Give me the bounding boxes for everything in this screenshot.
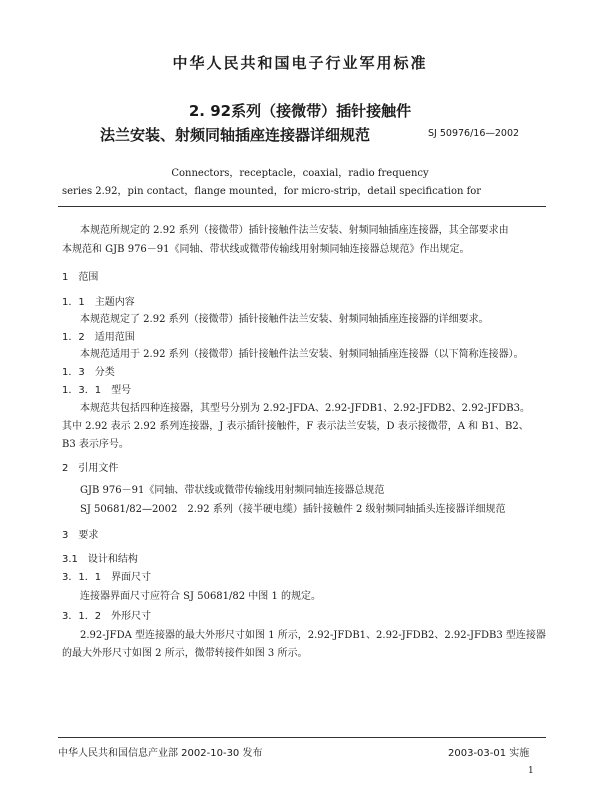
standard-title: 中华人民共和国电子行业军用标准 bbox=[172, 54, 428, 72]
section-1-2-text: 本规范适用于 2.92 系列（接微带）插针接触件法兰安装、射频同轴插座连接器（以下简称连接器）。 bbox=[80, 349, 524, 360]
section-3-1-2-text2: 的最大外形尺寸如图 2 所示，微带转接件如图 3 所示。 bbox=[62, 648, 308, 659]
section-3-1-1-title: 3．1．1 界面尺寸 bbox=[62, 572, 152, 583]
section-3-title: 3 要求 bbox=[62, 530, 99, 541]
english-title-line1: Connectors，receptacle，coaxial，radio frequency bbox=[171, 168, 429, 179]
standard-code: SJ 50976/16—2002 bbox=[428, 128, 520, 139]
section-3-1-2-title: 3．1．2 外形尺寸 bbox=[62, 611, 152, 622]
reference-sj50681: SJ 50681/82—2002 2.92 系列（接半硬电缆）插针接触件 2 级射频同轴插头连接器详细规范 bbox=[80, 504, 506, 515]
section-1-3-title: 1．3 分类 bbox=[62, 367, 115, 378]
effective-date: 2003-03-01 实施 bbox=[448, 748, 530, 759]
section-3-1-1-text: 连接器界面尺寸应符合 SJ 50681/82 中图 1 的规定。 bbox=[80, 591, 322, 602]
section-1-1-title: 1．1 主题内容 bbox=[62, 297, 135, 308]
issue-date: 中华人民共和国信息产业部 2002-10-30 发布 bbox=[58, 748, 263, 759]
section-1-1-text: 本规范规定了 2.92 系列（接微带）插针接触件法兰安装、射频同轴插座连接器的详细要求。 bbox=[80, 314, 489, 325]
footer-divider bbox=[58, 737, 546, 738]
section-1-3-1-text3: B3 表示序号。 bbox=[62, 439, 129, 450]
section-3-1-title: 3.1 设计和结构 bbox=[62, 554, 138, 565]
section-1-3-1-text1: 本规范共包括四种连接器，其型号分别为 2.92-JFDA、2.92-JFDB1、2.92-JFDB2、2.92-JFDB3。 bbox=[80, 403, 530, 414]
header-divider bbox=[58, 206, 546, 207]
document-title-line1: 2. 92系列（接微带）插针接触件 bbox=[188, 102, 412, 120]
section-1-2-title: 1．2 适用范围 bbox=[62, 332, 135, 343]
page-number: 1 bbox=[528, 766, 534, 776]
section-1-3-1-title: 1．3．1 型号 bbox=[62, 385, 132, 396]
english-title-line2: series 2.92，pin contact，flange mounted，for micro-strip，detail specification for bbox=[62, 186, 482, 197]
section-2-title: 2 引用文件 bbox=[62, 463, 119, 474]
intro-line2: 本规范和 GJB 976－91《同轴、带状线或微带传输线用射频同轴连接器总规范》作出规定。 bbox=[62, 244, 470, 255]
section-1-3-1-text2: 其中 2.92 表示 2.92 系列连接器，J 表示插针接触件，F 表示法兰安装，D 表示接微带，A 和 B1、B2、 bbox=[62, 421, 529, 432]
reference-gjb976: GJB 976－91《同轴、带状线或微带传输线用射频同轴连接器总规范 bbox=[80, 485, 385, 496]
document-title-line2: 法兰安装、射频同轴插座连接器详细规范 bbox=[100, 126, 371, 144]
section-1-title: 1 范围 bbox=[62, 272, 99, 283]
intro-line1: 本规范所规定的 2.92 系列（接微带）插针接触件法兰安装、射频同轴插座连接器，其全部要求由 bbox=[80, 225, 509, 236]
section-3-1-2-text1: 2.92-JFDA 型连接器的最大外形尺寸如图 1 所示，2.92-JFDB1、2.92-JFDB2、2.92-JFDB3 型连接器 bbox=[80, 630, 546, 641]
